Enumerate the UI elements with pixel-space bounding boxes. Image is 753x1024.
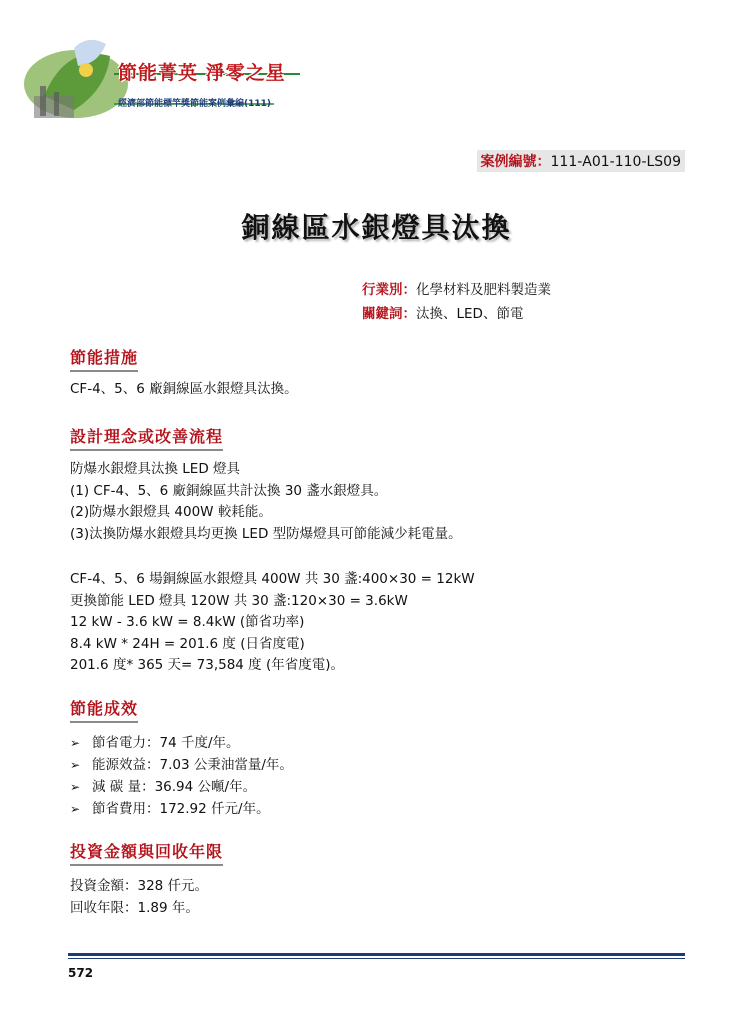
- keywords-label: 關鍵詞：: [362, 306, 416, 322]
- list-item: ➢ 節省電力：74 千度/年。: [70, 732, 293, 754]
- calc-line: 更換節能 LED 燈具 120W 共 30 盞:120×30 = 3.6kW: [70, 592, 408, 609]
- payback-period: 回收年限：1.89 年。: [70, 899, 199, 916]
- results-list: [70, 732, 293, 820]
- measures-line: CF-4、5、6 廠銅線區水銀燈具汰換。: [70, 381, 298, 397]
- industry-value: 化學材料及肥料製造業: [416, 282, 551, 298]
- list-item: ➢ 節省費用：172.92 仟元/年。: [70, 798, 293, 820]
- case-number-label: 案例編號：: [480, 154, 551, 170]
- keywords-value: 汰換、LED、節電: [416, 306, 524, 322]
- design-calculation: [70, 569, 475, 677]
- case-number: [477, 150, 686, 172]
- calc-line: 12 kW - 3.6 kW = 8.4kW (節省功率): [70, 614, 305, 630]
- industry-row: [362, 278, 551, 302]
- investment-text: [70, 876, 208, 919]
- arrow-bullet-icon: ➢: [70, 758, 81, 772]
- calc-line: CF-4、5、6 場銅線區水銀燈具 400W 共 30 盞:400×30 = 12kW: [70, 571, 475, 587]
- section-heading-investment: 投資金額與回收年限: [70, 839, 223, 866]
- series-title: 節能菁英 淨零之星: [118, 62, 286, 84]
- measures-text: [70, 379, 298, 401]
- industry-label: 行業別：: [362, 282, 416, 298]
- arrow-bullet-icon: ➢: [70, 780, 81, 794]
- case-number-value: 111-A01-110-LS09: [550, 154, 681, 170]
- arrow-bullet-icon: ➢: [70, 736, 81, 750]
- investment-amount: 投資金額：328 仟元。: [70, 878, 209, 894]
- list-item: ➢ 能源效益：7.03 公秉油當量/年。: [70, 754, 293, 776]
- list-item: ➢ 減 碳 量：36.94 公噸/年。: [70, 776, 293, 798]
- page-title: 銅線區水銀燈具汰換: [241, 211, 512, 244]
- design-line: (1) CF-4、5、6 廠銅線區共計汰換 30 盞水銀燈具。: [70, 482, 388, 499]
- design-text: [70, 459, 462, 545]
- case-meta: [362, 278, 551, 326]
- section-heading-results: 節能成效: [70, 696, 138, 723]
- section-heading-design: 設計理念或改善流程: [70, 424, 223, 451]
- design-line: (2)防爆水銀燈具 400W 較耗能。: [70, 504, 272, 520]
- series-subtitle: 經濟部節能標竿獎節能案例彙編(111): [118, 99, 272, 109]
- arrow-bullet-icon: ➢: [70, 802, 81, 816]
- calc-line: 201.6 度* 365 天= 73,584 度 (年省度電)。: [70, 657, 344, 673]
- footer-rule-thin: [68, 958, 685, 959]
- footer-rule: [68, 953, 685, 956]
- section-heading-measures: 節能措施: [70, 345, 138, 372]
- design-line: (3)汰換防爆水銀燈具均更換 LED 型防爆燈具可節能減少耗電量。: [70, 525, 462, 542]
- page-number: 572: [68, 966, 94, 980]
- calc-line: 8.4 kW * 24H = 201.6 度 (日省度電): [70, 635, 305, 652]
- keywords-row: [362, 302, 551, 326]
- design-line: 防爆水銀燈具汰換 LED 燈具: [70, 461, 241, 477]
